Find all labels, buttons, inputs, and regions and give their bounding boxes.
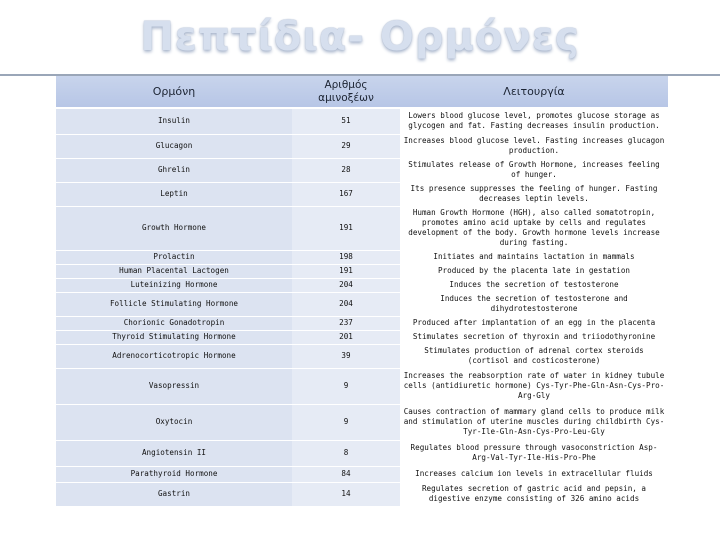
table-row [56,250,668,264]
table-row [56,466,668,482]
hormone-name: Insulin [56,108,292,134]
hormone-name: Growth Hormone [56,206,292,250]
table-row [56,182,668,206]
hormone-name: Follicle Stimulating Hormone [56,292,292,316]
header-function: Λειτουργία [400,76,668,108]
table-row [56,368,668,404]
amino-count: 9 [292,404,400,440]
table-row [56,330,668,344]
hormone-table [56,76,668,507]
hormone-name: Gastrin [56,482,292,506]
table-row [56,278,668,292]
hormone-name: Vasopressin [56,368,292,404]
table-header-row [56,76,668,108]
table-row [56,158,668,182]
hormone-function: Produced after implantation of an egg in the placenta [400,316,668,330]
amino-count: 9 [292,368,400,404]
hormone-name: Oxytocin [56,404,292,440]
hormone-function: Human Growth Hormone (HGH), also called somatotropin, promotes amino acid uptake by cells and regulates development of the body. Growth hormone levels increase during fasting. [400,206,668,250]
amino-count: 28 [292,158,400,182]
table-row [56,440,668,466]
amino-count: 201 [292,330,400,344]
table-row [56,344,668,368]
header-amino-line1: Αριθμός [324,78,368,91]
hormone-name: Ghrelin [56,158,292,182]
amino-count: 51 [292,108,400,134]
hormone-function: Produced by the placenta late in gestation [400,264,668,278]
table-row [56,316,668,330]
hormone-function: Its presence suppresses the feeling of hunger. Fasting decreases leptin levels. [400,182,668,206]
header-amino-line2: αμινοξέων [318,91,374,104]
table-row [56,108,668,134]
amino-count: 191 [292,264,400,278]
hormone-function: Regulates secretion of gastric acid and pepsin, a digestive enzyme consisting of 326 amino acids [400,482,668,506]
hormone-function: Lowers blood glucose level, promotes glucose storage as glycogen and fat. Fasting decreases insulin production. [400,108,668,134]
hormone-function: Regulates blood pressure through vasoconstriction Asp-Arg-Val-Tyr-Ile-His-Pro-Phe [400,440,668,466]
table-row [56,292,668,316]
amino-count: 8 [292,440,400,466]
hormone-function: Stimulates secretion of thyroxin and triiodothyronine [400,330,668,344]
hormone-function: Induces the secretion of testosterone [400,278,668,292]
table-row [56,134,668,158]
amino-count: 204 [292,278,400,292]
hormone-function: Stimulates release of Growth Hormone, increases feeling of hunger. [400,158,668,182]
amino-count: 29 [292,134,400,158]
amino-count: 204 [292,292,400,316]
amino-count: 191 [292,206,400,250]
table-row [56,264,668,278]
amino-count: 84 [292,466,400,482]
amino-count: 198 [292,250,400,264]
hormone-function: Stimulates production of adrenal cortex steroids (cortisol and costicosterone) [400,344,668,368]
hormone-function: Initiates and maintains lactation in mammals [400,250,668,264]
table-row [56,482,668,506]
hormone-name: Prolactin [56,250,292,264]
hormone-function: Causes contraction of mammary gland cells to produce milk and stimulation of uterine muscles during childbirth Cys-Tyr-Ile-Gln-Asn-Cys-Pro-Leu-Gly [400,404,668,440]
hormone-name: Glucagon [56,134,292,158]
amino-count: 167 [292,182,400,206]
header-hormone: Ορμόνη [56,76,292,108]
hormone-name: Parathyroid Hormone [56,466,292,482]
hormone-name: Human Placental Lactogen [56,264,292,278]
hormone-name: Adrenocorticotropic Hormone [56,344,292,368]
amino-count: 14 [292,482,400,506]
hormone-function: Increases the reabsorption rate of water in kidney tubule cells (antidiuretic hormone) Cys-Tyr-Phe-Gln-Asn-Cys-Pro-Arg-Gly [400,368,668,404]
header-amino-count [292,76,400,108]
hormone-name: Leptin [56,182,292,206]
hormone-function: Induces the secretion of testosterone and dihydrotestosterone [400,292,668,316]
table-row [56,404,668,440]
amino-count: 39 [292,344,400,368]
hormone-name: Luteinizing Hormone [56,278,292,292]
hormone-function: Increases blood glucose level. Fasting increases glucagon production. [400,134,668,158]
table-row [56,206,668,250]
hormone-name: Angiotensin II [56,440,292,466]
page-title: Πεπτίδια- Ορμόνες [140,14,580,60]
hormone-function: Increases calcium ion levels in extracellular fluids [400,466,668,482]
hormone-name: Chorionic Gonadotropin [56,316,292,330]
amino-count: 237 [292,316,400,330]
hormone-name: Thyroid Stimulating Hormone [56,330,292,344]
